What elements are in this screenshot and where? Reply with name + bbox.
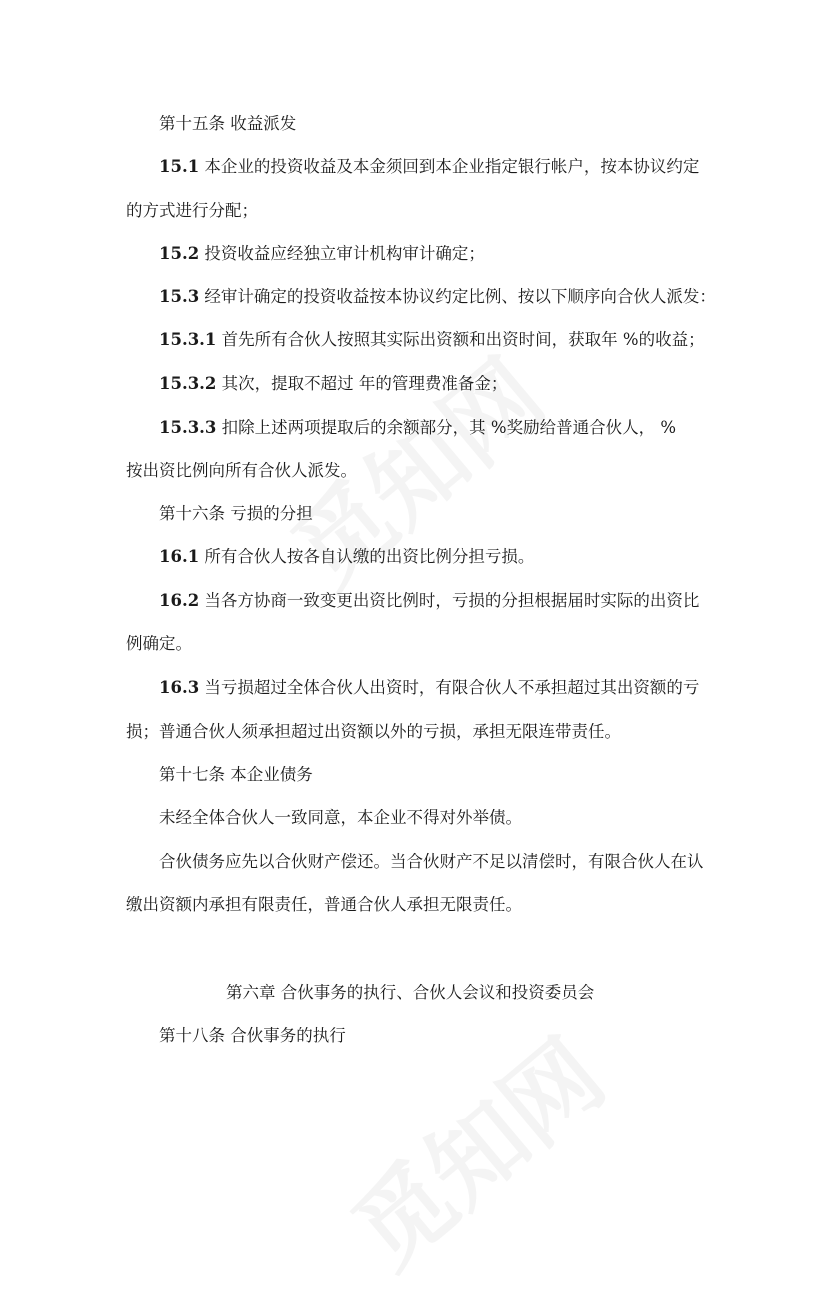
line-text: 第十六条 亏损的分担 [159, 504, 313, 523]
clause-number: 15.3.3 [159, 418, 217, 437]
line-text: 第六章 合伙事务的执行、合伙人会议和投资委员会 [226, 983, 595, 1002]
line-text: 缴出资额内承担有限责任，普通合伙人承担无限责任。 [126, 895, 522, 914]
line-text: 所有合伙人按各自认缴的出资比例分担亏损。 [199, 547, 535, 566]
clause-15-3-3-cont [0, 459, 830, 483]
clause-15-3-2 [0, 372, 830, 396]
clause-15-1 [0, 155, 830, 179]
article-15-heading [0, 112, 830, 136]
article-17-para-2-cont [0, 893, 830, 917]
line-text: 当亏损超过全体合伙人出资时，有限合伙人不承担超过其出资额的亏 [199, 678, 700, 697]
article-17-para-2 [0, 850, 830, 874]
clause-number: 15.2 [159, 244, 200, 263]
line-text: 扣除上述两项提取后的余额部分，其 %奖励给普通合伙人， % [216, 418, 677, 437]
line-text: 例确定。 [126, 634, 192, 653]
clause-number: 15.1 [159, 157, 200, 176]
line-text: 按出资比例向所有合伙人派发。 [126, 461, 357, 480]
article-16-heading [0, 502, 830, 526]
line-text: 本企业的投资收益及本金须回到本企业指定银行帐户，按本协议约定 [199, 157, 700, 176]
clause-16-2 [0, 589, 830, 613]
clause-number: 15.3.1 [159, 330, 217, 349]
line-text: 损；普通合伙人须承担超过出资额以外的亏损，承担无限连带责任。 [126, 722, 621, 741]
line-text: 第十五条 收益派发 [159, 114, 297, 133]
line-text: 第十八条 合伙事务的执行 [159, 1026, 346, 1045]
line-text: 投资收益应经独立审计机构审计确定； [199, 244, 485, 263]
clause-16-2-cont [0, 632, 830, 656]
clause-15-3-1 [0, 328, 830, 352]
clause-number: 16.2 [159, 591, 200, 610]
clause-number: 16.3 [159, 678, 200, 697]
line-text: 当各方协商一致变更出资比例时，亏损的分担根据届时实际的出资比 [199, 591, 700, 610]
clause-number: 16.1 [159, 547, 200, 566]
line-text: 首先所有合伙人按照其实际出资额和出资时间，获取年 %的收益； [216, 330, 705, 349]
line-text: 其次，提取不超过 年的管理费准备金； [216, 374, 508, 393]
line-text: 的方式进行分配； [126, 201, 258, 220]
clause-15-3 [0, 285, 830, 309]
article-17-heading [0, 763, 830, 787]
line-text: 未经全体合伙人一致同意，本企业不得对外举债。 [159, 808, 522, 827]
line-text: 合伙债务应先以合伙财产偿还。当合伙财产不足以清偿时，有限合伙人在认 [159, 852, 704, 871]
clause-number: 15.3 [159, 287, 200, 306]
clause-16-3 [0, 676, 830, 700]
clause-16-1 [0, 545, 830, 569]
clause-16-3-cont [0, 720, 830, 744]
clause-15-1-cont [0, 199, 830, 223]
article-17-para-1 [0, 806, 830, 830]
clause-15-2 [0, 242, 830, 266]
article-18-heading [0, 1024, 830, 1048]
chapter-6-heading [0, 981, 830, 1005]
line-text: 第十七条 本企业债务 [159, 765, 313, 784]
line-text: 经审计确定的投资收益按本协议约定比例、按以下顺序向合伙人派发： [199, 287, 716, 306]
clause-number: 15.3.2 [159, 374, 217, 393]
clause-15-3-3 [0, 416, 830, 440]
